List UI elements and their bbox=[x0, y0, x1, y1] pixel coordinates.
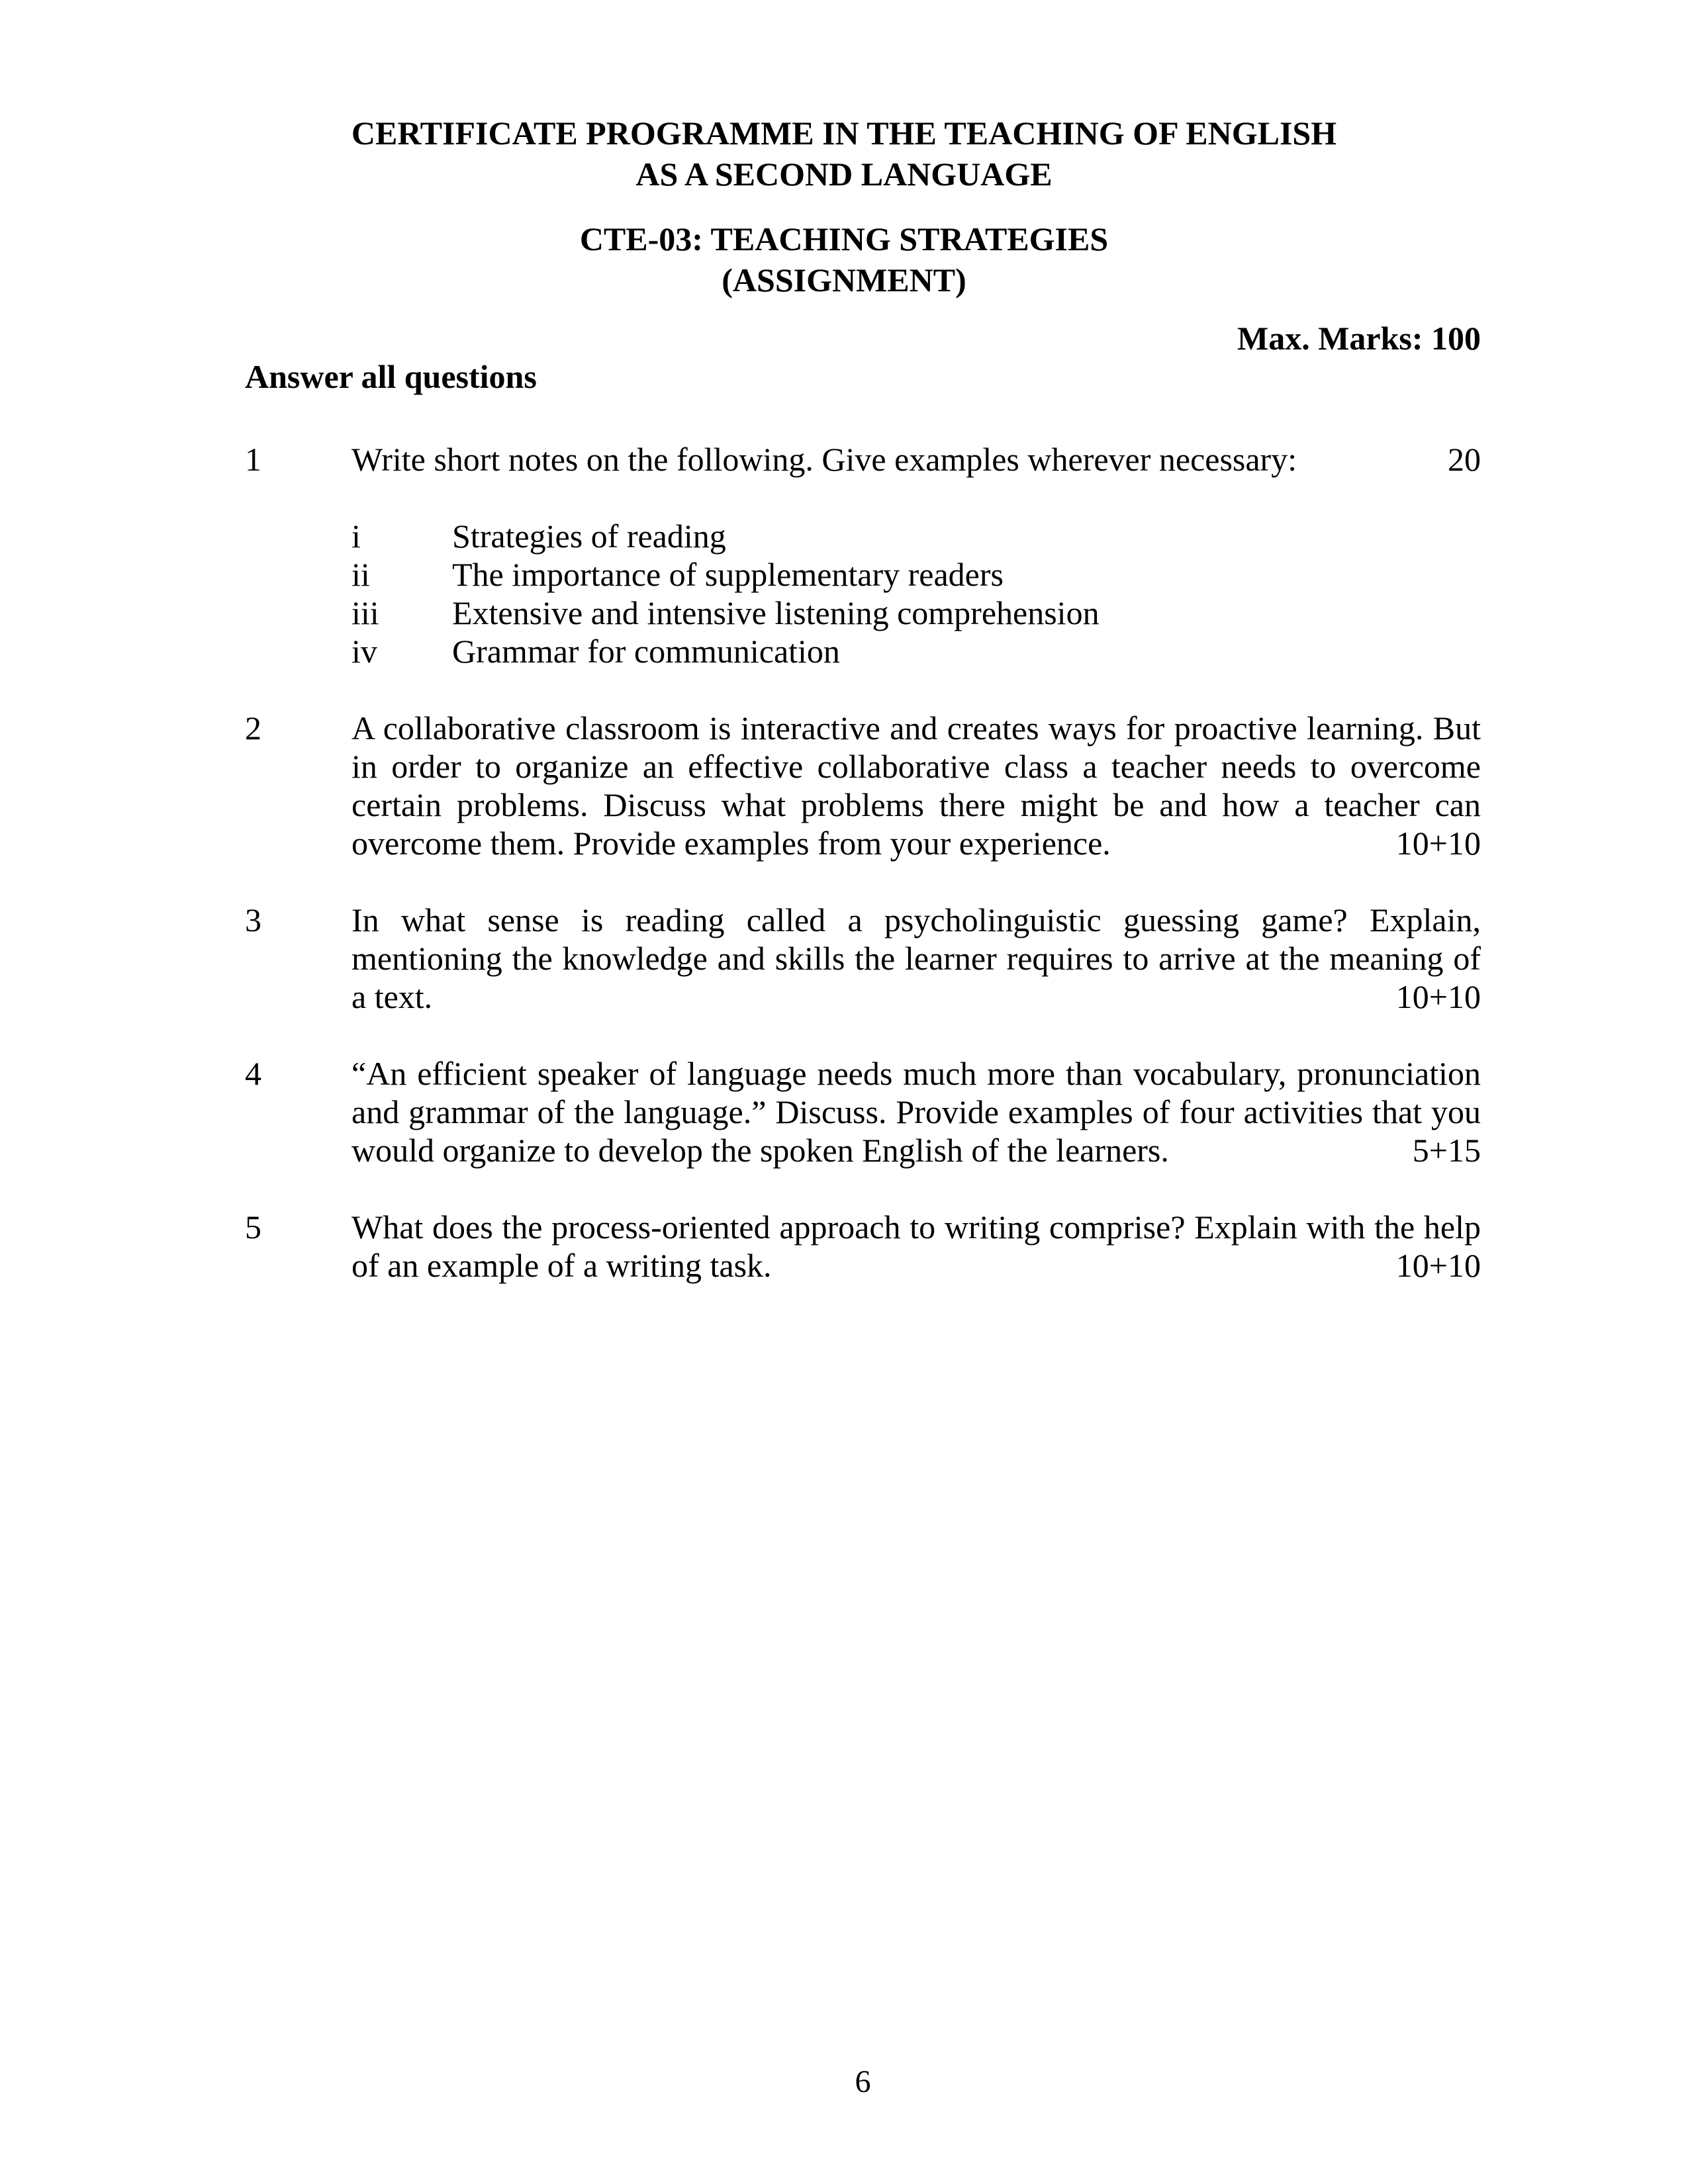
question-text bbox=[352, 1208, 1481, 1285]
sub-item-row bbox=[352, 517, 1481, 555]
sub-item-numeral: iv bbox=[352, 633, 377, 670]
question-text bbox=[352, 440, 1481, 478]
programme-title-line2: AS A SECOND LANGUAGE bbox=[635, 156, 1053, 193]
programme-title-line1: CERTIFICATE PROGRAMME IN THE TEACHING OF ENGLISH bbox=[351, 114, 1337, 152]
question-row-3 bbox=[245, 901, 1481, 1016]
sub-item-row bbox=[352, 632, 1481, 670]
assignment-subtitle: (ASSIGNMENT) bbox=[722, 261, 966, 298]
question-marks: 10+10 bbox=[1395, 978, 1481, 1015]
page-number: 6 bbox=[855, 2064, 871, 2099]
question-text-content: In what sense is reading called a psycholinguistic guessing game? Explain, mentioning the knowledge and skills the learner requires to arrive at the meaning of a text. bbox=[352, 901, 1481, 1015]
question-1-sub-items bbox=[352, 517, 1481, 670]
question-marks: 20 bbox=[1448, 441, 1481, 478]
instruction-text: Answer all questions bbox=[245, 358, 537, 395]
question-text-content: Write short notes on the following. Give examples wherever necessary: bbox=[352, 441, 1297, 478]
sub-item-numeral: iii bbox=[352, 594, 379, 631]
header-spacer bbox=[0, 195, 1688, 218]
question-number: 5 bbox=[245, 1208, 261, 1246]
sub-item-numeral: i bbox=[352, 518, 361, 555]
question-row-1 bbox=[245, 440, 1481, 478]
question-marks: 10+10 bbox=[1395, 825, 1481, 862]
question-row-2 bbox=[245, 709, 1481, 862]
question-row-4 bbox=[245, 1054, 1481, 1169]
question-text-content: What does the process-oriented approach to writing comprise? Explain with the help of an example of a writing task. bbox=[352, 1208, 1481, 1284]
question-number: 4 bbox=[245, 1055, 261, 1092]
question-number: 1 bbox=[245, 441, 261, 478]
question-text bbox=[352, 1054, 1481, 1169]
question-text bbox=[352, 901, 1481, 1016]
question-text bbox=[352, 709, 1481, 862]
question-number: 3 bbox=[245, 901, 261, 938]
question-marks: 5+15 bbox=[1412, 1132, 1481, 1169]
question-marks: 10+10 bbox=[1395, 1247, 1481, 1284]
question-text-content: “An efficient speaker of language needs much more than vocabulary, pronunciation and grammar of the language.” Discuss. Provide examples of four activities that you would organize to develop the spoken English of the learners. bbox=[352, 1055, 1481, 1169]
sub-item-text: Grammar for communication bbox=[452, 633, 840, 670]
document-header bbox=[0, 113, 1688, 300]
sub-item-text: The importance of supplementary readers bbox=[452, 556, 1004, 593]
question-row-5 bbox=[245, 1208, 1481, 1285]
sub-item-numeral: ii bbox=[352, 556, 370, 593]
questions-list bbox=[245, 440, 1481, 1285]
question-number: 2 bbox=[245, 709, 261, 747]
sub-item-row bbox=[352, 594, 1481, 632]
sub-item-text: Strategies of reading bbox=[452, 518, 726, 555]
sub-item-row bbox=[352, 555, 1481, 594]
sub-item-text: Extensive and intensive listening comprehension bbox=[452, 594, 1100, 631]
question-text-content: A collaborative classroom is interactive and creates ways for proactive learning. But in order to organize an effective collaborative class a teacher needs to overcome certain problems. Discuss what problems there might be and how a teacher can overcome them. Provide examples from your experience. bbox=[352, 709, 1481, 862]
max-marks-label: Max. Marks: 100 bbox=[1237, 320, 1481, 357]
course-code-title: CTE-03: TEACHING STRATEGIES bbox=[579, 220, 1109, 257]
